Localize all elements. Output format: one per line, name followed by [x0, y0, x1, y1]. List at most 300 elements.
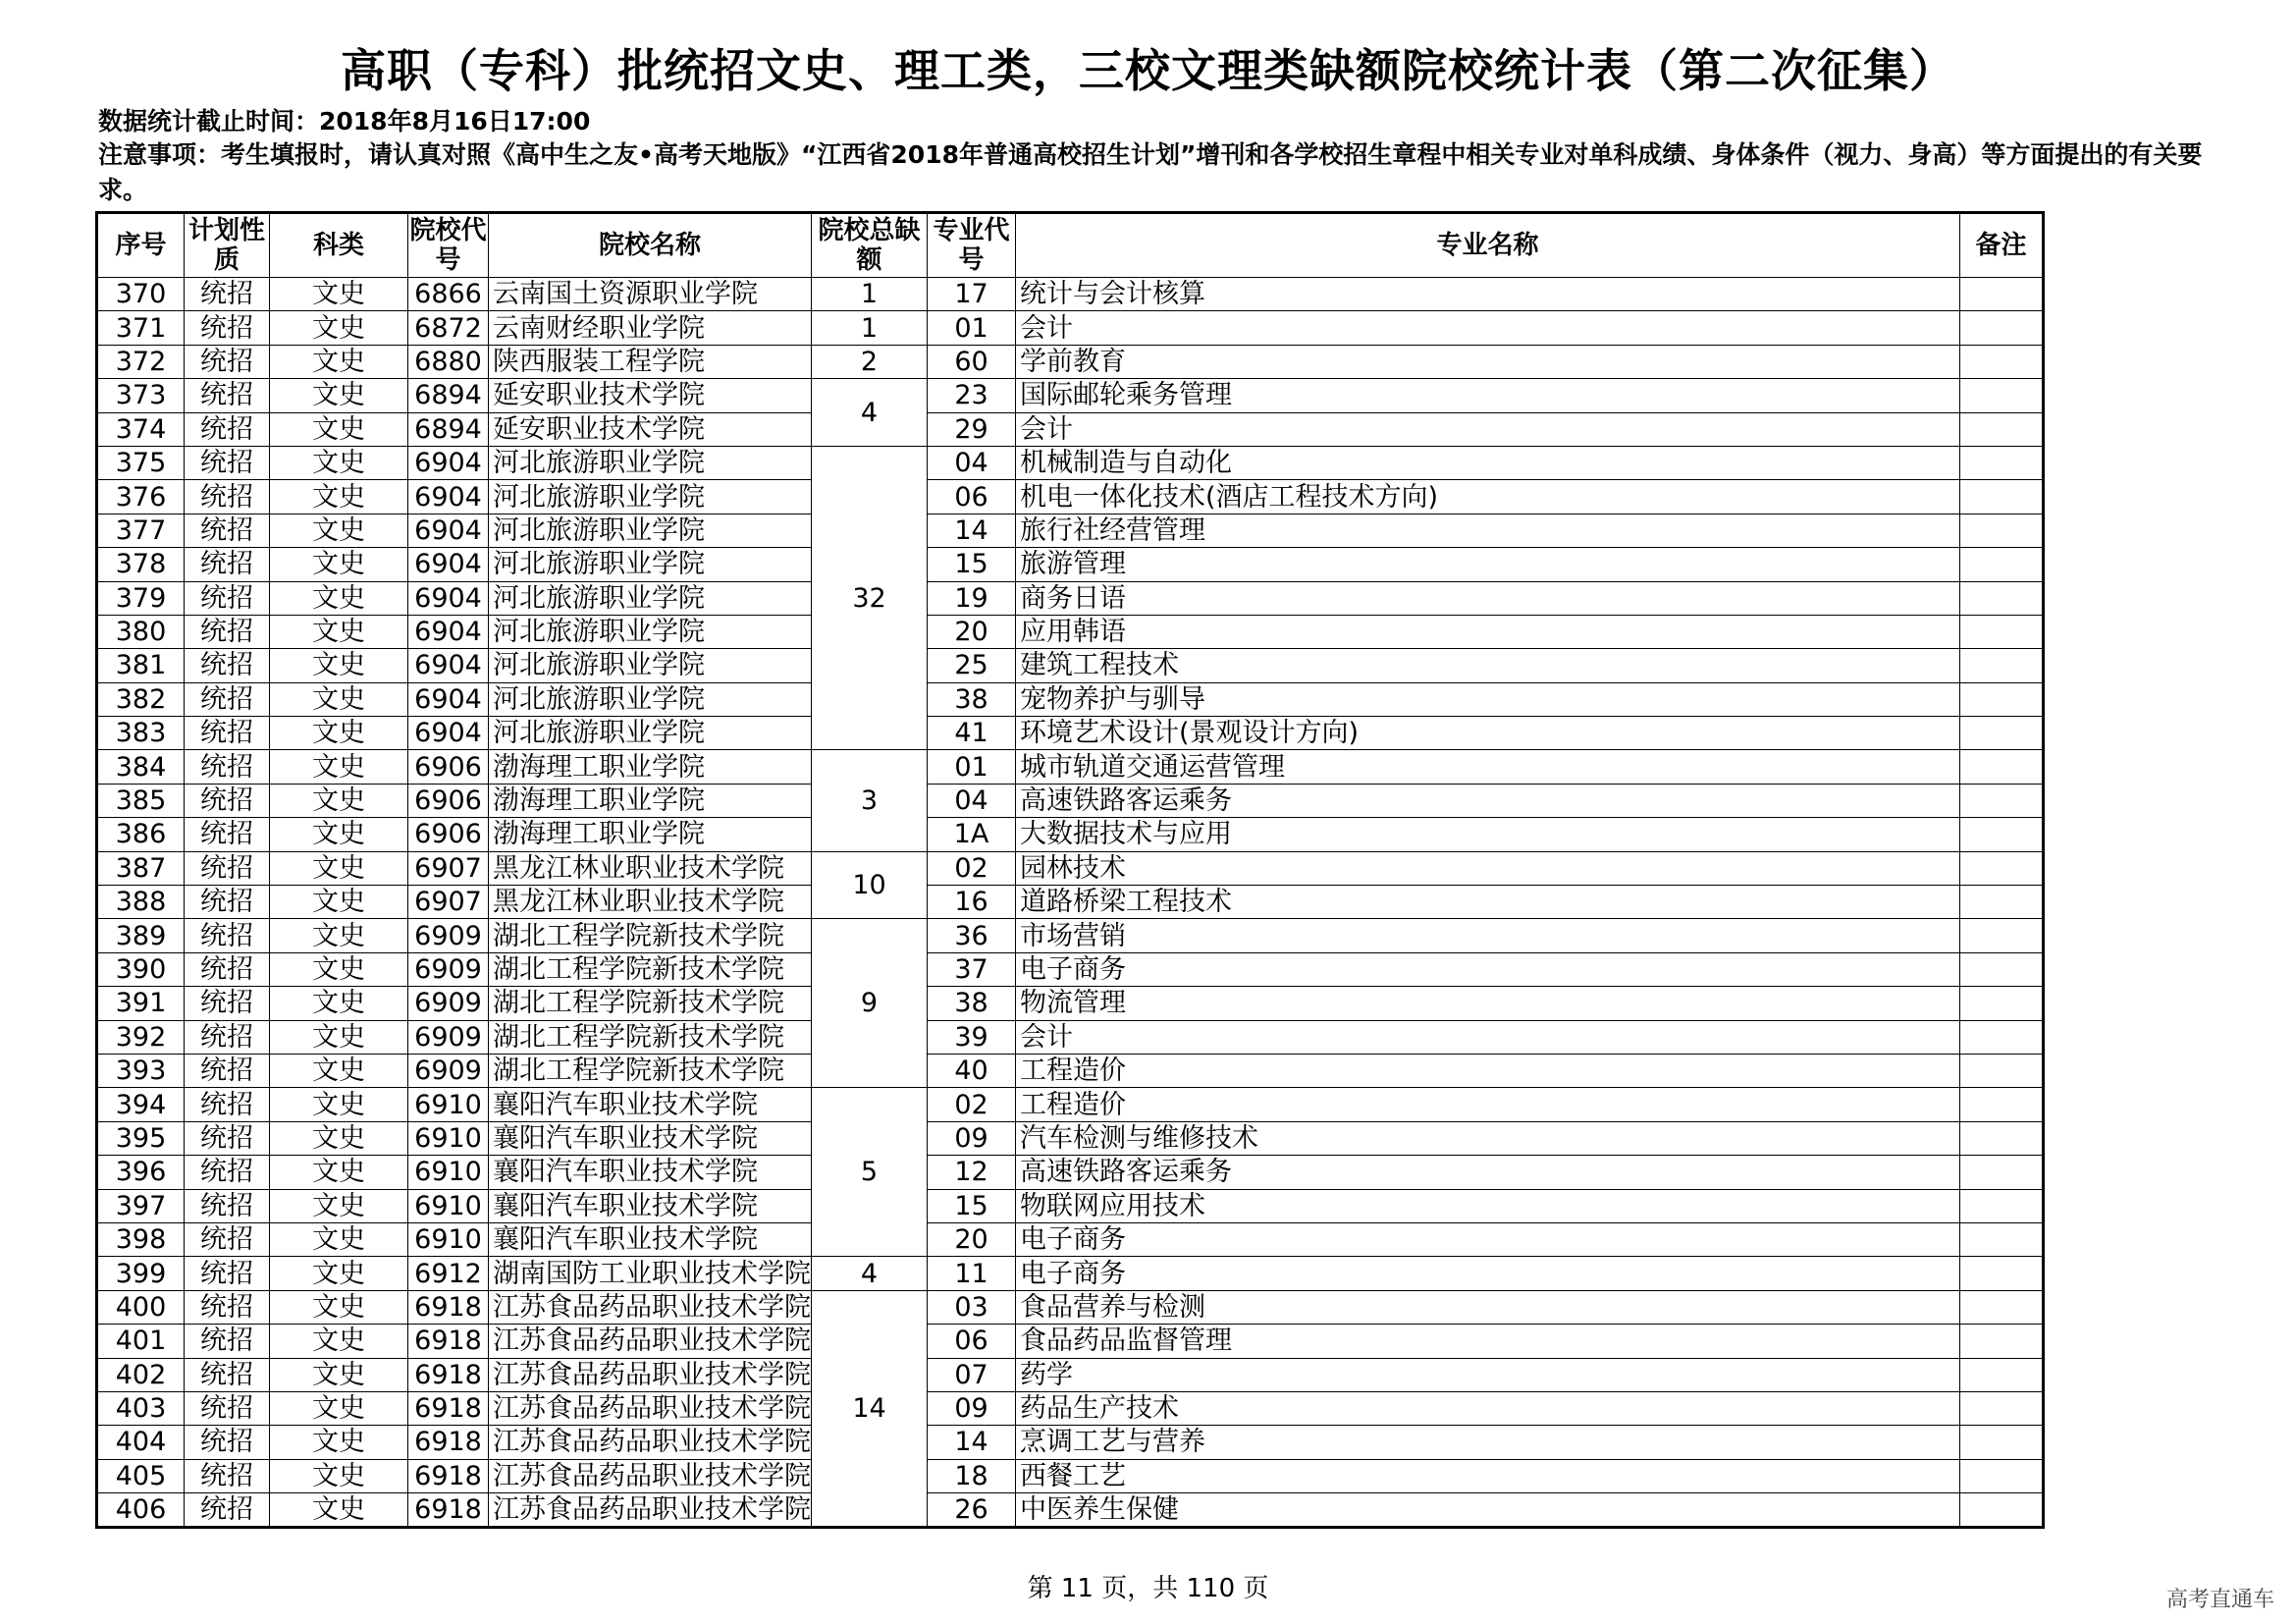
- cell-subject: 文史: [270, 311, 408, 345]
- cell-major: 会计: [1016, 1020, 1960, 1054]
- cell-major: 应用韩语: [1016, 615, 1960, 648]
- table-body: [97, 278, 2044, 1528]
- table-row: [97, 1391, 2044, 1425]
- cell-seq: 401: [97, 1325, 185, 1358]
- table-row: [97, 750, 2044, 784]
- cell-school: 河北旅游职业学院: [489, 446, 812, 479]
- cell-vacancy: 1: [812, 311, 928, 345]
- cell-subject: 文史: [270, 717, 408, 750]
- cell-major-code: 18: [928, 1459, 1016, 1492]
- cell-major: 中医养生保健: [1016, 1493, 1960, 1528]
- cell-major-code: 26: [928, 1493, 1016, 1528]
- cell-seq: 394: [97, 1088, 185, 1121]
- cell-major: 道路桥梁工程技术: [1016, 886, 1960, 919]
- cell-seq: 379: [97, 581, 185, 615]
- cell-school: 襄阳汽车职业技术学院: [489, 1088, 812, 1121]
- cell-seq: 386: [97, 818, 185, 851]
- cell-plan: 统招: [185, 446, 270, 479]
- cell-remark: [1960, 851, 2044, 885]
- header-seq: 序号: [97, 213, 185, 278]
- table-row: [97, 311, 2044, 345]
- cell-major-code: 1A: [928, 818, 1016, 851]
- cell-major: 机电一体化技术(酒店工程技术方向): [1016, 480, 1960, 514]
- cell-vacancy: 9: [812, 919, 928, 1088]
- cell-plan: 统招: [185, 514, 270, 547]
- cell-subject: 文史: [270, 1156, 408, 1189]
- cell-school: 河北旅游职业学院: [489, 581, 812, 615]
- cell-school: 河北旅游职业学院: [489, 615, 812, 648]
- cell-major-code: 36: [928, 919, 1016, 952]
- cell-plan: 统招: [185, 311, 270, 345]
- header-major-code: 专业代号: [928, 213, 1016, 278]
- table-row: [97, 548, 2044, 581]
- cell-remark: [1960, 987, 2044, 1020]
- cell-code: 6866: [408, 278, 489, 311]
- cell-subject: 文史: [270, 1054, 408, 1087]
- cell-seq: 391: [97, 987, 185, 1020]
- cell-remark: [1960, 311, 2044, 345]
- cell-remark: [1960, 1493, 2044, 1528]
- cell-subject: 文史: [270, 1426, 408, 1459]
- cell-code: 6906: [408, 784, 489, 817]
- cell-remark: [1960, 1088, 2044, 1121]
- table-row: [97, 1054, 2044, 1087]
- cell-subject: 文史: [270, 649, 408, 682]
- cell-school: 江苏食品药品职业技术学院: [489, 1391, 812, 1425]
- cell-major-code: 15: [928, 1189, 1016, 1222]
- cell-seq: 393: [97, 1054, 185, 1087]
- cell-seq: 381: [97, 649, 185, 682]
- cell-vacancy: 4: [812, 379, 928, 447]
- cell-seq: 404: [97, 1426, 185, 1459]
- cell-subject: 文史: [270, 1290, 408, 1324]
- cell-major: 宠物养护与驯导: [1016, 682, 1960, 716]
- cell-major: 药学: [1016, 1358, 1960, 1391]
- cell-major: 汽车检测与维修技术: [1016, 1121, 1960, 1155]
- cell-remark: [1960, 919, 2044, 952]
- cell-seq: 399: [97, 1257, 185, 1290]
- cell-school: 陕西服装工程学院: [489, 345, 812, 378]
- cell-major-code: 03: [928, 1290, 1016, 1324]
- cell-code: 6910: [408, 1222, 489, 1256]
- cell-major: 电子商务: [1016, 1222, 1960, 1256]
- table-row: [97, 1020, 2044, 1054]
- cell-major-code: 09: [928, 1391, 1016, 1425]
- cell-subject: 文史: [270, 1222, 408, 1256]
- cell-subject: 文史: [270, 480, 408, 514]
- cell-code: 6894: [408, 379, 489, 412]
- cell-major: 商务日语: [1016, 581, 1960, 615]
- cell-major-code: 38: [928, 682, 1016, 716]
- cell-school: 河北旅游职业学院: [489, 717, 812, 750]
- cell-code: 6880: [408, 345, 489, 378]
- cell-school: 河北旅游职业学院: [489, 649, 812, 682]
- cell-major: 工程造价: [1016, 1054, 1960, 1087]
- cell-code: 6904: [408, 514, 489, 547]
- cell-plan: 统招: [185, 649, 270, 682]
- cell-remark: [1960, 412, 2044, 446]
- cell-subject: 文史: [270, 952, 408, 986]
- cell-major: 学前教育: [1016, 345, 1960, 378]
- cell-major: 食品营养与检测: [1016, 1290, 1960, 1324]
- cell-major: 大数据技术与应用: [1016, 818, 1960, 851]
- table-row: [97, 1156, 2044, 1189]
- cell-seq: 377: [97, 514, 185, 547]
- header-subject: 科类: [270, 213, 408, 278]
- cell-plan: 统招: [185, 1325, 270, 1358]
- cell-code: 6904: [408, 446, 489, 479]
- cell-seq: 397: [97, 1189, 185, 1222]
- cell-code: 6904: [408, 480, 489, 514]
- cell-remark: [1960, 514, 2044, 547]
- cell-major: 旅行社经营管理: [1016, 514, 1960, 547]
- cell-code: 6909: [408, 952, 489, 986]
- cell-major-code: 40: [928, 1054, 1016, 1087]
- cell-seq: 375: [97, 446, 185, 479]
- cell-major: 电子商务: [1016, 1257, 1960, 1290]
- cell-plan: 统招: [185, 581, 270, 615]
- header-code: 院校代号: [408, 213, 489, 278]
- cell-subject: 文史: [270, 345, 408, 378]
- cell-remark: [1960, 717, 2044, 750]
- cell-remark: [1960, 1325, 2044, 1358]
- cell-seq: 373: [97, 379, 185, 412]
- page-title: 高职（专科）批统招文史、理工类，三校文理类缺额院校统计表（第二次征集）: [341, 44, 1955, 97]
- cell-plan: 统招: [185, 886, 270, 919]
- cell-seq: 403: [97, 1391, 185, 1425]
- cell-plan: 统招: [185, 952, 270, 986]
- table-row: [97, 1426, 2044, 1459]
- cell-plan: 统招: [185, 784, 270, 817]
- cell-school: 云南国土资源职业学院: [489, 278, 812, 311]
- cell-school: 湖南国防工业职业技术学院: [489, 1257, 812, 1290]
- cell-code: 6918: [408, 1459, 489, 1492]
- cell-plan: 统招: [185, 818, 270, 851]
- table-row: [97, 717, 2044, 750]
- cell-plan: 统招: [185, 1121, 270, 1155]
- cell-subject: 文史: [270, 548, 408, 581]
- cell-seq: 398: [97, 1222, 185, 1256]
- header-major: 专业名称: [1016, 213, 1960, 278]
- cell-remark: [1960, 1257, 2044, 1290]
- cell-major-code: 12: [928, 1156, 1016, 1189]
- cell-school: 黑龙江林业职业技术学院: [489, 886, 812, 919]
- cell-major-code: 25: [928, 649, 1016, 682]
- cell-seq: 406: [97, 1493, 185, 1528]
- cell-major: 工程造价: [1016, 1088, 1960, 1121]
- cell-remark: [1960, 784, 2044, 817]
- cell-major: 建筑工程技术: [1016, 649, 1960, 682]
- cell-major: 国际邮轮乘务管理: [1016, 379, 1960, 412]
- table-row: [97, 987, 2044, 1020]
- cell-plan: 统招: [185, 987, 270, 1020]
- cell-seq: 384: [97, 750, 185, 784]
- cell-major-code: 14: [928, 514, 1016, 547]
- cell-remark: [1960, 1020, 2044, 1054]
- cell-plan: 统招: [185, 1358, 270, 1391]
- cell-plan: 统招: [185, 1088, 270, 1121]
- cell-major: 物联网应用技术: [1016, 1189, 1960, 1222]
- cell-subject: 文史: [270, 1325, 408, 1358]
- cell-seq: 400: [97, 1290, 185, 1324]
- cell-subject: 文史: [270, 1493, 408, 1528]
- cell-major-code: 17: [928, 278, 1016, 311]
- cell-seq: 402: [97, 1358, 185, 1391]
- table-row: [97, 682, 2044, 716]
- cell-major-code: 37: [928, 952, 1016, 986]
- cell-code: 6918: [408, 1391, 489, 1425]
- cell-major: 环境艺术设计(景观设计方向): [1016, 717, 1960, 750]
- deadline-text: 数据统计截止时间：2018年8月16日17:00: [98, 107, 591, 135]
- cell-seq: 385: [97, 784, 185, 817]
- cell-seq: 376: [97, 480, 185, 514]
- cell-school: 江苏食品药品职业技术学院: [489, 1493, 812, 1528]
- cell-major-code: 38: [928, 987, 1016, 1020]
- cell-code: 6904: [408, 649, 489, 682]
- cell-remark: [1960, 1189, 2044, 1222]
- cell-remark: [1960, 750, 2044, 784]
- cell-school: 江苏食品药品职业技术学院: [489, 1459, 812, 1492]
- cell-seq: 372: [97, 345, 185, 378]
- cell-plan: 统招: [185, 345, 270, 378]
- vacancy-table: [95, 211, 2045, 1529]
- cell-school: 襄阳汽车职业技术学院: [489, 1222, 812, 1256]
- cell-seq: 371: [97, 311, 185, 345]
- cell-school: 云南财经职业学院: [489, 311, 812, 345]
- cell-remark: [1960, 1121, 2044, 1155]
- cell-major-code: 19: [928, 581, 1016, 615]
- cell-school: 江苏食品药品职业技术学院: [489, 1325, 812, 1358]
- cell-major-code: 06: [928, 1325, 1016, 1358]
- cell-plan: 统招: [185, 615, 270, 648]
- table-row: [97, 851, 2044, 885]
- cell-school: 湖北工程学院新技术学院: [489, 1020, 812, 1054]
- cell-seq: 383: [97, 717, 185, 750]
- table-header-row: [97, 213, 2044, 278]
- cell-subject: 文史: [270, 1257, 408, 1290]
- cell-code: 6872: [408, 311, 489, 345]
- cell-plan: 统招: [185, 682, 270, 716]
- cell-plan: 统招: [185, 1054, 270, 1087]
- cell-major: 市场营销: [1016, 919, 1960, 952]
- cell-subject: 文史: [270, 581, 408, 615]
- table-row: [97, 345, 2044, 378]
- table-row: [97, 480, 2044, 514]
- cell-vacancy: 1: [812, 278, 928, 311]
- cell-remark: [1960, 682, 2044, 716]
- page-footer: 第 11 页，共 110 页: [1027, 1574, 1269, 1603]
- cell-code: 6918: [408, 1290, 489, 1324]
- cell-seq: 378: [97, 548, 185, 581]
- cell-school: 湖北工程学院新技术学院: [489, 1054, 812, 1087]
- cell-major: 统计与会计核算: [1016, 278, 1960, 311]
- cell-school: 黑龙江林业职业技术学院: [489, 851, 812, 885]
- cell-remark: [1960, 1054, 2044, 1087]
- cell-remark: [1960, 1222, 2044, 1256]
- cell-seq: 380: [97, 615, 185, 648]
- cell-major-code: 20: [928, 615, 1016, 648]
- cell-remark: [1960, 1391, 2044, 1425]
- cell-major: 会计: [1016, 311, 1960, 345]
- cell-major-code: 04: [928, 446, 1016, 479]
- cell-major-code: 02: [928, 1088, 1016, 1121]
- cell-code: 6910: [408, 1156, 489, 1189]
- cell-school: 襄阳汽车职业技术学院: [489, 1156, 812, 1189]
- cell-code: 6918: [408, 1493, 489, 1528]
- table-row: [97, 379, 2044, 412]
- cell-major: 物流管理: [1016, 987, 1960, 1020]
- cell-subject: 文史: [270, 784, 408, 817]
- cell-subject: 文史: [270, 379, 408, 412]
- watermark: 高考直通车: [2165, 1588, 2274, 1612]
- cell-major: 旅游管理: [1016, 548, 1960, 581]
- cell-major: 食品药品监督管理: [1016, 1325, 1960, 1358]
- cell-school: 江苏食品药品职业技术学院: [489, 1426, 812, 1459]
- cell-school: 襄阳汽车职业技术学院: [489, 1189, 812, 1222]
- cell-major: 电子商务: [1016, 952, 1960, 986]
- cell-remark: [1960, 649, 2044, 682]
- cell-code: 6904: [408, 581, 489, 615]
- cell-code: 6912: [408, 1257, 489, 1290]
- cell-school: 湖北工程学院新技术学院: [489, 987, 812, 1020]
- cell-vacancy: 2: [812, 345, 928, 378]
- cell-subject: 文史: [270, 1020, 408, 1054]
- cell-plan: 统招: [185, 1493, 270, 1528]
- table-row: [97, 886, 2044, 919]
- cell-major-code: 09: [928, 1121, 1016, 1155]
- cell-subject: 文史: [270, 1088, 408, 1121]
- cell-code: 6918: [408, 1426, 489, 1459]
- cell-major-code: 15: [928, 548, 1016, 581]
- cell-seq: 389: [97, 919, 185, 952]
- cell-code: 6904: [408, 615, 489, 648]
- cell-seq: 374: [97, 412, 185, 446]
- cell-subject: 文史: [270, 886, 408, 919]
- cell-seq: 392: [97, 1020, 185, 1054]
- cell-remark: [1960, 379, 2044, 412]
- cell-vacancy: 3: [812, 750, 928, 851]
- table-row: [97, 1189, 2044, 1222]
- cell-school: 河北旅游职业学院: [489, 682, 812, 716]
- cell-code: 6906: [408, 750, 489, 784]
- cell-major-code: 06: [928, 480, 1016, 514]
- table-row: [97, 615, 2044, 648]
- cell-plan: 统招: [185, 278, 270, 311]
- cell-subject: 文史: [270, 615, 408, 648]
- cell-seq: 405: [97, 1459, 185, 1492]
- table-row: [97, 446, 2044, 479]
- cell-major: 烹调工艺与营养: [1016, 1426, 1960, 1459]
- cell-major-code: 04: [928, 784, 1016, 817]
- header-plan: 计划性质: [185, 213, 270, 278]
- cell-plan: 统招: [185, 1189, 270, 1222]
- table-row: [97, 952, 2044, 986]
- cell-major-code: 39: [928, 1020, 1016, 1054]
- cell-code: 6906: [408, 818, 489, 851]
- table-row: [97, 1459, 2044, 1492]
- cell-vacancy: 5: [812, 1088, 928, 1257]
- cell-subject: 文史: [270, 919, 408, 952]
- cell-remark: [1960, 1290, 2044, 1324]
- cell-code: 6909: [408, 1020, 489, 1054]
- cell-remark: [1960, 886, 2044, 919]
- cell-major: 药品生产技术: [1016, 1391, 1960, 1425]
- cell-plan: 统招: [185, 1426, 270, 1459]
- cell-remark: [1960, 548, 2044, 581]
- cell-remark: [1960, 1358, 2044, 1391]
- cell-school: 襄阳汽车职业技术学院: [489, 1121, 812, 1155]
- cell-subject: 文史: [270, 1358, 408, 1391]
- cell-school: 渤海理工职业学院: [489, 784, 812, 817]
- cell-code: 6909: [408, 987, 489, 1020]
- cell-plan: 统招: [185, 717, 270, 750]
- cell-remark: [1960, 952, 2044, 986]
- cell-code: 6918: [408, 1358, 489, 1391]
- header-remark: 备注: [1960, 213, 2044, 278]
- cell-major-code: 01: [928, 750, 1016, 784]
- header-vacancy: 院校总缺额: [812, 213, 928, 278]
- cell-subject: 文史: [270, 682, 408, 716]
- cell-major-code: 60: [928, 345, 1016, 378]
- cell-vacancy: 4: [812, 1257, 928, 1290]
- table-row: [97, 818, 2044, 851]
- cell-code: 6907: [408, 886, 489, 919]
- cell-plan: 统招: [185, 1020, 270, 1054]
- cell-plan: 统招: [185, 1156, 270, 1189]
- table-row: [97, 1088, 2044, 1121]
- table-row: [97, 1222, 2044, 1256]
- cell-school: 河北旅游职业学院: [489, 514, 812, 547]
- cell-school: 延安职业技术学院: [489, 379, 812, 412]
- cell-seq: 390: [97, 952, 185, 986]
- cell-plan: 统招: [185, 919, 270, 952]
- cell-school: 渤海理工职业学院: [489, 818, 812, 851]
- cell-seq: 396: [97, 1156, 185, 1189]
- cell-plan: 统招: [185, 851, 270, 885]
- cell-major-code: 41: [928, 717, 1016, 750]
- cell-major-code: 14: [928, 1426, 1016, 1459]
- cell-remark: [1960, 581, 2044, 615]
- table-row: [97, 1325, 2044, 1358]
- cell-school: 江苏食品药品职业技术学院: [489, 1358, 812, 1391]
- cell-plan: 统招: [185, 1459, 270, 1492]
- cell-seq: 382: [97, 682, 185, 716]
- cell-plan: 统招: [185, 379, 270, 412]
- cell-code: 6909: [408, 919, 489, 952]
- cell-plan: 统招: [185, 548, 270, 581]
- cell-code: 6910: [408, 1088, 489, 1121]
- cell-vacancy: 14: [812, 1290, 928, 1528]
- table-row: [97, 919, 2044, 952]
- cell-major-code: 01: [928, 311, 1016, 345]
- header-school: 院校名称: [489, 213, 812, 278]
- cell-school: 渤海理工职业学院: [489, 750, 812, 784]
- cell-subject: 文史: [270, 446, 408, 479]
- cell-remark: [1960, 278, 2044, 311]
- cell-subject: 文史: [270, 1189, 408, 1222]
- cell-major-code: 20: [928, 1222, 1016, 1256]
- cell-plan: 统招: [185, 1391, 270, 1425]
- cell-plan: 统招: [185, 412, 270, 446]
- cell-major-code: 16: [928, 886, 1016, 919]
- table-row: [97, 278, 2044, 311]
- cell-school: 湖北工程学院新技术学院: [489, 919, 812, 952]
- cell-seq: 370: [97, 278, 185, 311]
- cell-vacancy: 10: [812, 851, 928, 919]
- cell-major: 城市轨道交通运营管理: [1016, 750, 1960, 784]
- cell-major: 高速铁路客运乘务: [1016, 1156, 1960, 1189]
- cell-school: 湖北工程学院新技术学院: [489, 952, 812, 986]
